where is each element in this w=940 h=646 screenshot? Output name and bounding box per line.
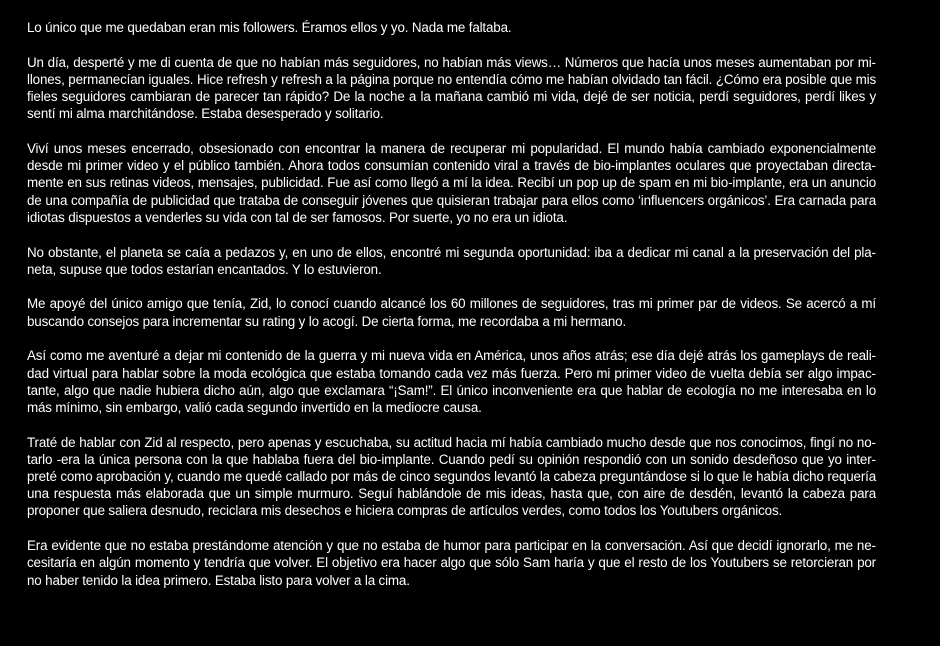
paragraph-4: No obstante, el planeta se caía a pedazos y, en uno de ellos, encontré mi segunda oportunidad: iba a dedicar mi canal a la preservación del planeta, supuse que todos estarían encantados. Y lo estuvieron. <box>27 244 876 277</box>
paragraph-1: Lo único que me quedaban eran mis followers. Éramos ellos y yo. Nada me faltaba. <box>27 20 512 35</box>
paragraph-5: Me apoyé del único amigo que tenía, Zid, lo conocí cuando alcancé los 60 millones de seguidores, tras mi primer par de videos. Se acercó a mí buscando consejos para incrementar su rating y lo acogí. De cierta forma, me recordaba a mi hermano. <box>27 296 876 329</box>
paragraph-3: Viví unos meses encerrado, obsesionado con encontrar la manera de recuperar mi popularidad. El mundo había cambiado exponencialmente desde mi primer video y el público también. Ahora todos consumían contenido viral a través de bio-implantes oculares que proyectaban directamente en sus retinas videos, mensajes, publicidad. Fue así como llegó a mí la idea. Recibí un pop up de spam en mi bio-implante, era un anuncio de una compañía de publicidad que trataba de conseguir jóvenes que quisieran trabajar para ellos como ‘influencers orgánicos’. Era carnada para idiotas dispuestos a venderles su vida con tal de ser famosos. Por suerte, yo no era un idiota. <box>27 141 876 225</box>
paragraph-8: Era evidente que no estaba prestándome atención y que no estaba de humor para participar en la conversación. Así que decidí ignorarlo, me necesitaría en algún momento y tendría que volver. El objetivo era hacer algo que sólo Sam haría y que el resto de los Youtubers se retorcieran por no haber tenido la idea primero. Estaba listo para volver a la cima. <box>27 538 876 588</box>
paragraph-2: Un día, desperté y me di cuenta de que no habían más seguidores, no habían más views… Números que hacía unos meses aumentaban por millones, permanecían iguales. Hice refresh y refresh a la página porque no entendía cómo me habían olvidado tan fácil. ¿Cómo era posible que mis fieles seguidores cambiaran de parecer tan rápido? De la noche a la mañana cambió mi vida, dejé de ser noticia, perdí seguidores, perdí likes y sentí mi alma marchitándose. Estaba desesperado y solitario. <box>27 54 876 122</box>
paragraph-7: Traté de hablar con Zid al respecto, pero apenas y escuchaba, su actitud hacia mí había cambiado mucho desde que nos conocimos, fingí no notarlo -era la única persona con la que hablaba fuera del bio-implante. Cuando pedí su opinión respondió con un sonido desdeñoso que yo interpreté como aprobación y, cuando me quedé callado por más de cinco segundos levantó la cabeza preguntándose si lo que le había dicho requería una respuesta más elaborada que un simple murmuro. Seguí hablándole de mis ideas, hasta que, con aire de desdén, levantó la cabeza para proponer que saliera desnudo, reciclara mis desechos e hiciera compras de artículos verdes, como todos los Youtubers orgánicos. <box>27 434 876 519</box>
paragraph-6: Así como me aventuré a dejar mi contenido de la guerra y mi nueva vida en América, unos años atrás; ese día dejé atrás los gameplays de realidad virtual para hablar sobre la moda ecológica que estaba tomando cada vez más fuerza. Pero mi primer video de vuelta debía ser algo impactante, algo que nadie hubiera dicho aún, algo que exclamara “¡Sam!”. El único inconveniente era que hablar de ecología no me interesaba en lo más mínimo, sin embargo, valió cada segundo invertido en la mediocre causa. <box>27 348 876 415</box>
